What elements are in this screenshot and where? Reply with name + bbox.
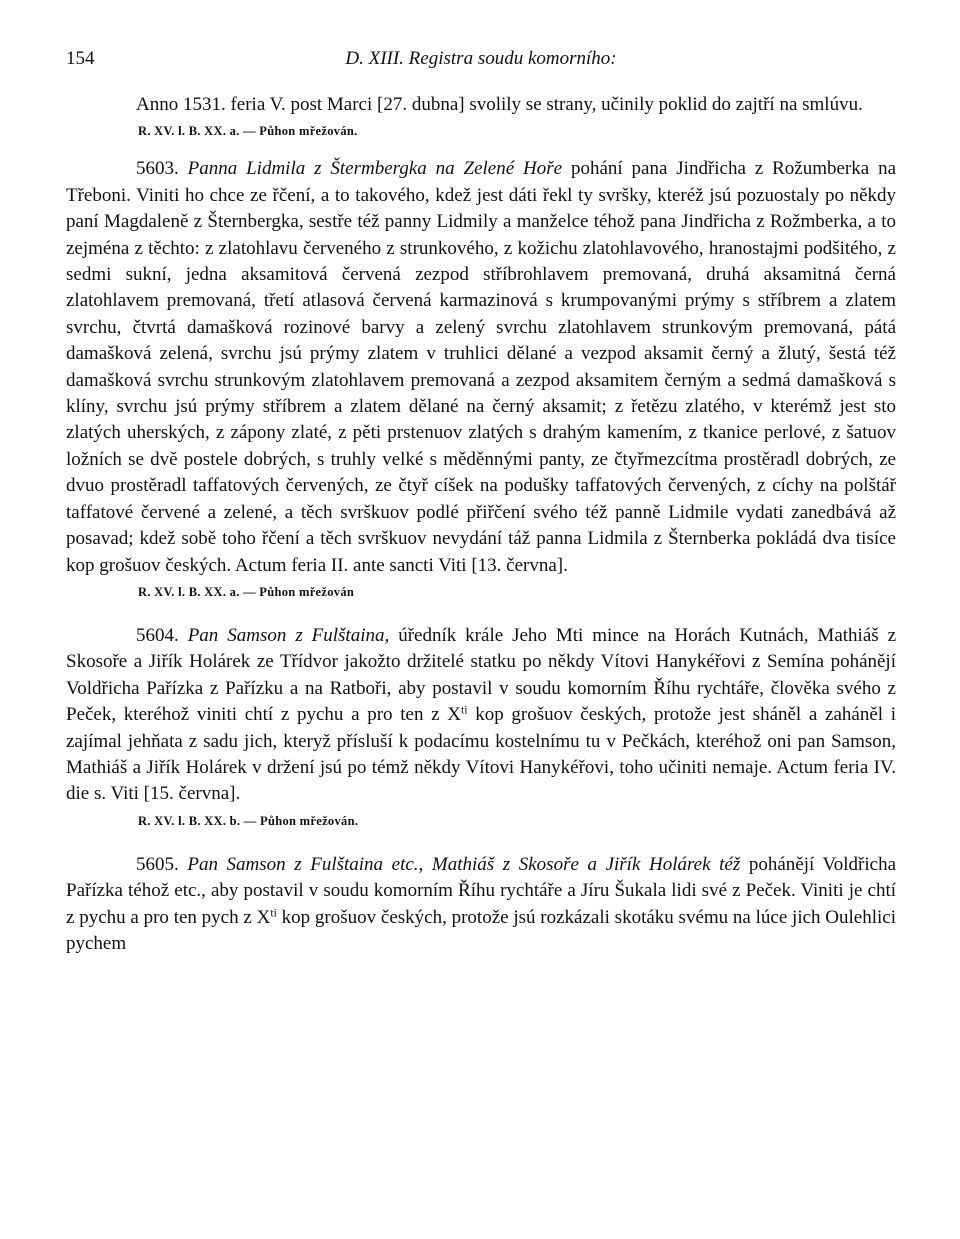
entry-5605-title-2: Mathiáš z Skosoře a Jiřík Holárek též xyxy=(431,853,741,875)
entry-5604-number: 5604. xyxy=(136,624,179,646)
entry-5604-superscript: ti xyxy=(460,703,468,717)
anno-source-note: R. XV. l. B. XX. a. — Půhon mřežován. xyxy=(138,124,358,139)
running-head: D. XIII. Registra soudu komorního: xyxy=(345,48,617,69)
anno-text: Anno 1531. feria V. post Marci [27. dubna] svolily se strany, učinily poklid do zajtří na smlúvu. xyxy=(136,94,863,115)
entry-5604 xyxy=(66,623,896,808)
entry-5604-text-2: kop grošuov českých, protože jest sháněl a zaháněl i zajímal jehňata z sadu jich, kteryž přísluší k podacímu kostelnímu tu v Pečkách, kteréhož oni pan Samson, Mathiáš a Jiřík Holárek v držení jsú po témž někdy Vítovi Hanykéřovi, toho učiniti nemaje. Actum feria IV. die s. Viti [15. června]. xyxy=(66,704,896,805)
entry-5605-superscript: ti xyxy=(270,906,277,920)
entry-5604-text-1: úředník krále Jeho Mti mince na Horách Kutnách, Mathiáš z Skosoře a Jiřík Holárek ze Třídvor jakožto držitelé statku po někdy Vítovi Hanykéřovi z Semína pohánějí Voldřicha Pařízka z Pařízku a na Ratboři, aby postavil v soudu komorním Říhu rychtáře, člověka svého z Peček, kteréhož viniti chtí z pychu a pro ten z X xyxy=(66,624,897,726)
entry-5603-source-note: R. XV. l. B. XX. a. — Půhon mřežován xyxy=(138,584,355,599)
entry-5605-title-1: Pan Samson z Fulštaina etc., xyxy=(187,853,424,875)
page-header xyxy=(66,48,896,72)
entry-5604-source-note: R. XV. l. B. XX. b. — Půhon mřežován. xyxy=(138,813,359,828)
entry-5605 xyxy=(66,852,896,958)
anno-paragraph xyxy=(66,92,896,118)
page-number: 154 xyxy=(66,48,95,69)
entry-5603-number: 5603. xyxy=(136,158,179,180)
entry-5603 xyxy=(66,156,896,579)
entry-5605-text-2: kop grošuov českých, protože jsú rozkázali skotáku svému na lúce jich Oulehlici pychem xyxy=(66,906,896,954)
page-body xyxy=(66,92,896,957)
entry-5603-title: Panna Lidmila z Štermbergka na Zelené Hoře xyxy=(187,158,563,180)
entry-5605-text-1: pohánějí Voldřicha Pařízka téhož etc., aby postavil v soudu komorním Říhu rychtáře a Jíru Šukala lidi své z Peček. Viniti je chtí z pychu a pro ten pych z X xyxy=(66,853,897,928)
entry-5605-number: 5605. xyxy=(136,853,179,875)
entry-5603-text: pohání pana Jindřicha z Rožumberka na Třeboni. Viniti ho chce ze řčení, a to takového, kdež jest dáti řekl ty svršky, kteréž jsú pozuostaly po někdy paní Magdaleně z Šternbergka, sestře též panny Lidmily a manželce téhož pana Jindřicha z Rožmberka, a to zejména z těchto: z zlatohlavu červeného z strunkového, z kožichu zlatohlavového, hranostajmi podšitého, z sedmi sukní, jedna aksamitová červená zezpod stříbrohlavem premovaná, druhá aksamitná černá zlatohlavem premovaná, třetí atlasová červená karmazinová s krumpovanými prýmy s stříbrem a zlatem svrchu, čtvrtá damašková rozinové barvy a zelený svrchu zlatohlavem strunkovým premovaná, pátá damašková zelená, svrchu jsú prýmy zlatem v truhlici dělané a vezpod aksamit černý a žlutý, šestá též damašková svrchu strunkovým zlatohlavem premovaná a zezpod aksamitem černým a sedmá damašková s klíny, svrchu jsú prýmy stříbrem a zlatem dělané na černý aksamit; z řetězu zlatého, v kterémž jest sto zlatých uherských, z zápony zlaté, z pěti prstenuov zlatých s drahým kamením, z tkanice perlové, z šatuov ložních se dvě postele dobrých, s truhly velké s měděnnými panty, ze čtyřmezcítma prostěradl dobrých, ze dvuo prostěradl taffatových červených, ze čtyř cíšek na podušky taffatových červených, z cíchy na polštář taffatové červené a zelené, a těch svrškuov podlé přiřčení svého též panně Lidmile vydati zanedbává až posavad; kdež sobě toho řčení a těch svrškuov nevydání táž panna Lidmila z Šternberka pokládá dva tisíce kop grošuov českých. Actum feria II. ante sancti Viti [13. června]. xyxy=(66,158,896,576)
entry-5604-title: Pan Samson z Fulštaina, xyxy=(187,624,390,646)
